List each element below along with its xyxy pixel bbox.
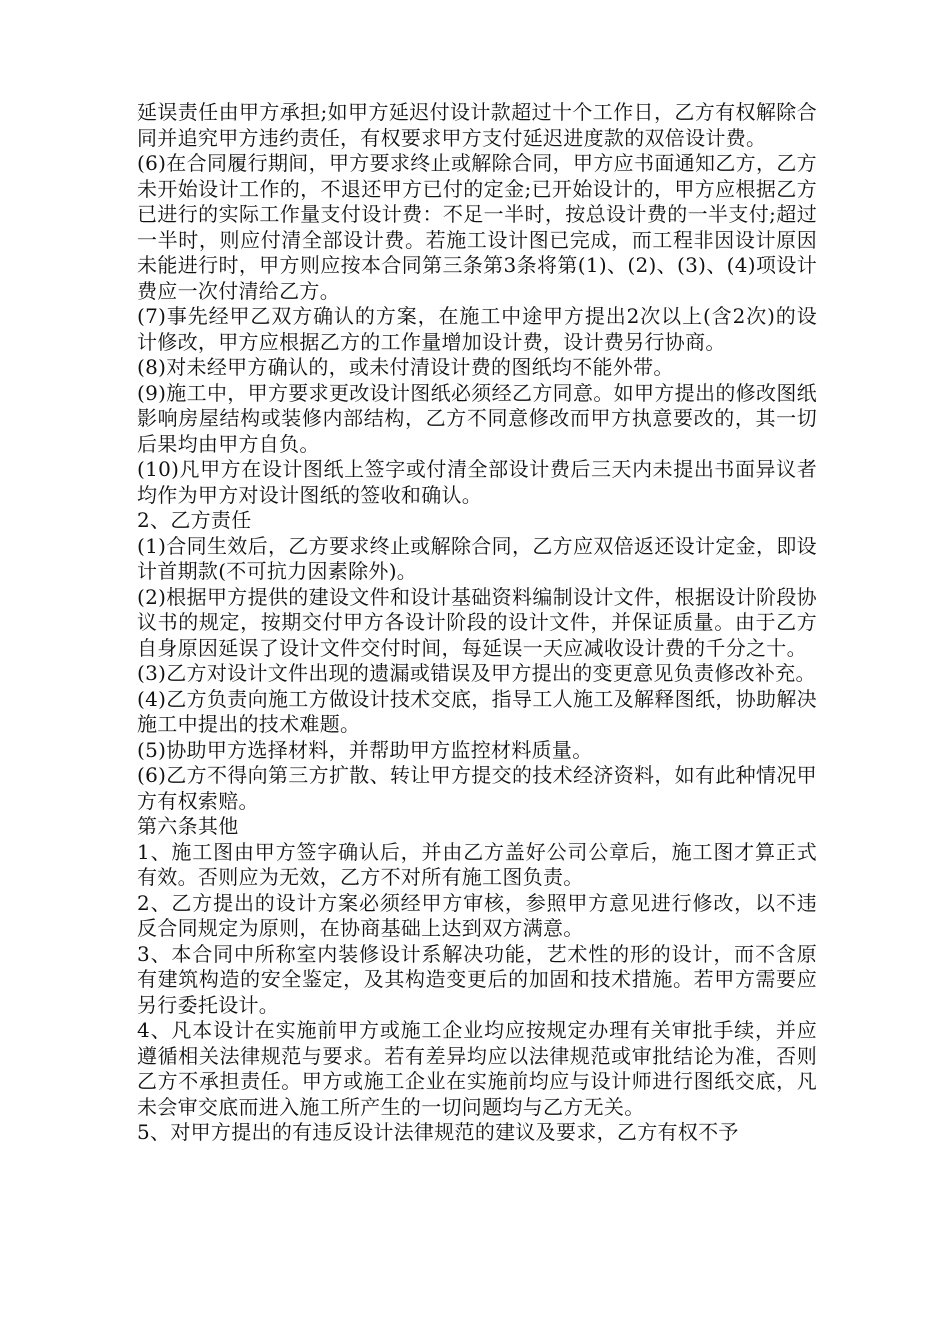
paragraph-clause-6-termination: (6)在合同履行期间，甲方要求终止或解除合同，甲方应书面通知乙方，乙方未开始设计工作的，不退还甲方已付的定金;已开始设计的，甲方应根据乙方已进行的实际工作量支付设计费：不足一半时，按总设计费的一半支付;超过一半时，则应付清全部设计费。若施工设计图已完成，而工程非因设计原因未能进行时，甲方则应按本合同第三条第3条将第(1)、(2)、(3)、(4)项设计费应一次付清给乙方。 bbox=[137, 151, 817, 303]
paragraph-other-3: 3、本合同中所称室内装修设计系解决功能，艺术性的形的设计，而不含原有建筑构造的安全鉴定，及其构造变更后的加固和技术措施。若甲方需要应另行委托设计。 bbox=[137, 941, 817, 1017]
paragraph-delay-responsibility: 延误责任由甲方承担;如甲方延迟付设计款超过十个工作日，乙方有权解除合同并追究甲方违约责任，有权要求甲方支付延迟进度款的双倍设计费。 bbox=[137, 100, 817, 150]
paragraph-other-1: 1、施工图由甲方签字确认后，并由乙方盖好公司公章后，施工图才算正式有效。否则应为无效，乙方不对所有施工图负责。 bbox=[137, 839, 817, 889]
section-heading-article-6: 第六条其他 bbox=[137, 814, 239, 838]
paragraph-clause-10-confirmation: (10)凡甲方在设计图纸上签字或付清全部设计费后三天内未提出书面异议者均作为甲方对设计图纸的签收和确认。 bbox=[137, 457, 817, 507]
paragraph-clause-9-changes: (9)施工中，甲方要求更改设计图纸必须经乙方同意。如甲方提出的修改图纸影响房屋结构或装修内部结构，乙方不同意修改而甲方执意要改的，其一切后果均由甲方自负。 bbox=[137, 380, 817, 456]
paragraph-b-clause-3: (3)乙方对设计文件出现的遗漏或错误及甲方提出的变更意见负责修改补充。 bbox=[137, 661, 816, 685]
paragraph-clause-8-drawings: (8)对未经甲方确认的，或未付清设计费的图纸均不能外带。 bbox=[137, 355, 674, 379]
section-heading-party-b: 2、乙方责任 bbox=[137, 508, 252, 532]
paragraph-other-2: 2、乙方提出的设计方案必须经甲方审核，参照甲方意见进行修改，以不违反合同规定为原则，在协商基础上达到双方满意。 bbox=[137, 890, 817, 940]
paragraph-other-5: 5、对甲方提出的有违反设计法律规范的建议及要求，乙方有权不予 bbox=[137, 1120, 739, 1144]
paragraph-b-clause-5: (5)协助甲方选择材料，并帮助甲方监控材料质量。 bbox=[137, 737, 593, 762]
paragraph-b-clause-1: (1)合同生效后，乙方要求终止或解除合同，乙方应双倍返还设计定金，即设计首期款(不可抗力因素除外)。 bbox=[137, 533, 817, 583]
paragraph-b-clause-6: (6)乙方不得向第三方扩散、转让甲方提交的技术经济资料，如有此种情况甲方有权索赔。 bbox=[137, 763, 817, 813]
document-page bbox=[137, 100, 817, 1146]
paragraph-other-4: 4、凡本设计在实施前甲方或施工企业均应按规定办理有关审批手续，并应遵循相关法律规范与要求。若有差异均应以法律规范或审批结论为准，否则乙方不承担责任。甲方或施工企业在实施前均应与设计师进行图纸交底，凡未会审交底而进入施工所产生的一切问题均与乙方无关。 bbox=[137, 1018, 817, 1119]
paragraph-b-clause-4: (4)乙方负责向施工方做设计技术交底，指导工人施工及解释图纸，协助解决施工中提出的技术难题。 bbox=[137, 686, 817, 736]
paragraph-clause-7-modification: (7)事先经甲乙双方确认的方案，在施工中途甲方提出2次以上(含2次)的设计修改，甲方应根据乙方的工作量增加设计费，设计费另行协商。 bbox=[137, 304, 817, 354]
paragraph-b-clause-2: (2)根据甲方提供的建设文件和设计基础资料编制设计文件，根据设计阶段协议书的规定，按期交付甲方各设计阶段的设计文件，并保证质量。由于乙方自身原因延误了设计文件交付时间，每延误一天应减收设计费的千分之十。 bbox=[137, 584, 817, 660]
